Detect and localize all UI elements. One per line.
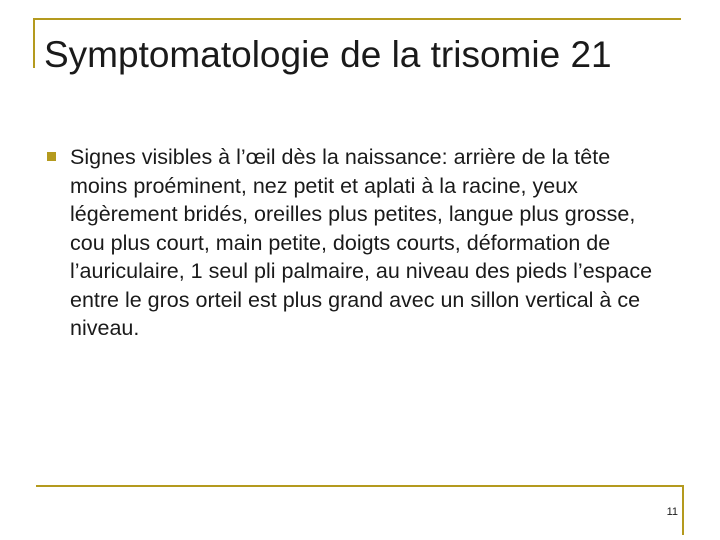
bullet-item	[42, 143, 672, 343]
page-number: 11	[666, 506, 678, 518]
slide-title: Symptomatologie de la trisomie 21	[44, 34, 612, 75]
frame-line-right	[682, 485, 684, 535]
frame-line-left	[33, 18, 35, 68]
frame-line-top	[33, 18, 681, 20]
bullet-text: Signes visibles à l’œil dès la naissance: arrière de la tête moins proéminent, nez petit et aplati à la racine, yeux légèrement bridés, oreilles plus petites, langue plus grosse, cou plus court, main petite, doigts courts, déformation de l’auriculaire, 1 seul pli palmaire, au niveau des pieds l’espace entre le gros orteil est plus grand avec un sillon vertical à ce niveau.	[70, 145, 653, 340]
frame-line-bottom	[36, 485, 684, 487]
square-bullet-icon	[47, 152, 56, 161]
bullet-list	[42, 143, 672, 343]
